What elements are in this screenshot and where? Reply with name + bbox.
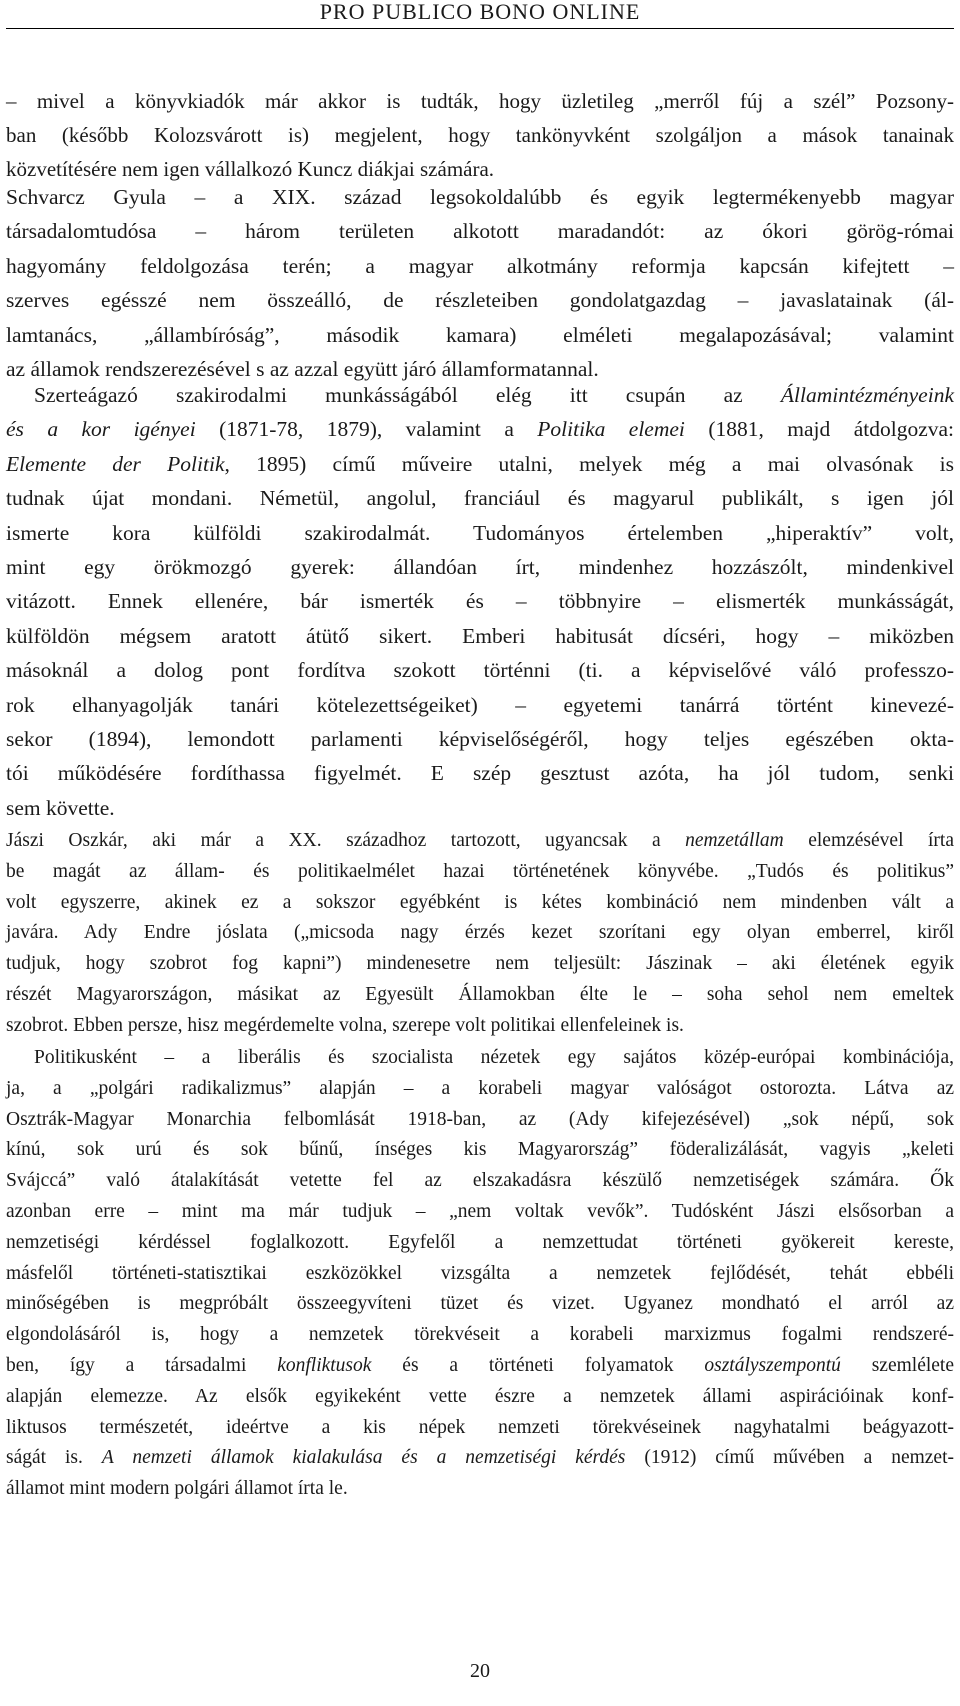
text-run: (1871-78, 1879), valamint a	[195, 417, 538, 442]
text-line: javára. Ady Endre jóslata („micsoda nagy érzés kezet szorítani egy olyan emberrel, kiről	[6, 922, 954, 944]
text-run: (1912) című művében a nemzet-	[625, 1447, 954, 1469]
text-line: részét Magyarországon, másikat az Egyesült Államokban élte le – soha sehol nem emeltek	[6, 983, 954, 1005]
text-line	[6, 1351, 954, 1382]
text-run: és a történeti folyamatok	[371, 1354, 705, 1376]
paragraph-3	[6, 378, 954, 825]
text-line: az államok rendszerezésével s az azzal együtt járó államformatannal.	[6, 357, 599, 382]
text-line	[6, 1443, 954, 1474]
text-line: hagyomány feldolgozása terén; a magyar alkotmány reformja kapcsán kifejtett –	[6, 253, 954, 278]
text-line: kínú, sok urú és sok bűnű, ínséges kis Magyarország” föderalizálását, vagyis „keleti	[6, 1139, 954, 1161]
italic-term: konfliktusok	[277, 1354, 372, 1376]
text-line	[6, 378, 954, 412]
text-line: tudjuk, hogy szobrot fog kapni”) mindenesetre nem teljesült: Jászinak – aki életének egyik	[6, 953, 954, 975]
italic-title: Politika elemei	[537, 417, 685, 442]
text-line: tudnak újat mondani. Németül, angolul, franciául és magyarul publikált, s igen jól	[6, 486, 954, 511]
text-run: ságát is.	[6, 1447, 102, 1469]
text-line: alapján elemezze. Az elsők egyikeként vette észre a nemzetek állami aspirációinak konf-	[6, 1385, 954, 1407]
text-line: be magát az állam- és politikaelmélet hazai történetének könyvébe. „Tudós és politikus”	[6, 860, 954, 882]
text-run: Jászi Oszkár, aki már a XX. századhoz tartozott, ugyancsak a	[6, 830, 686, 851]
text-line: mint egy örökmozgó gyerek: állandóan írt, mindenhez hozzászólt, mindenkivel	[6, 555, 954, 580]
text-line: volt egyszerre, akinek ez a sokszor egyébként is kétes kombináció nem mindenben vált a	[6, 891, 954, 913]
text-line: másfelől történeti-statisztikai eszközökkel vizsgálta a nemzetek fejlődését, tehát ebbéli	[6, 1262, 954, 1284]
text-line: ja, a „polgári radikalizmus” alapján – a korabeli magyar valóságot ostorozta. Látva az	[6, 1077, 954, 1099]
text-line: rok elhanyagolják tanári kötelezettségeiket) – egyetemi tanárrá történt kinevezé-	[6, 692, 954, 717]
paragraph-1	[6, 84, 954, 186]
page-number: 20	[470, 1660, 490, 1682]
text-line	[6, 447, 954, 481]
text-line: ban (később Kolozsvárott is) megjelent, hogy tankönyvként szolgáljon a mások tanainak	[6, 123, 954, 147]
text-line	[6, 412, 954, 446]
text-run: (1881, majd átdolgozva:	[684, 417, 954, 442]
text-line: minőségében is megpróbált összeegyvíteni tüzet és vizet. Ugyanez mondható el arról az	[6, 1293, 954, 1315]
italic-term: osztályszempontú	[704, 1354, 841, 1376]
page-header: PRO PUBLICO BONO ONLINE	[0, 0, 960, 29]
italic-title: és a kor igényei	[6, 417, 196, 442]
text-line: vitázott. Ennek ellenére, bár ismerték és – többnyire – elismerték munkásságát,	[6, 589, 954, 614]
text-line: Osztrák-Magyar Monarchia felbomlását 1918-ban, az (Ady kifejezésével) „sok népű, sok	[6, 1108, 954, 1130]
text-run: Szerteágazó szakirodalmi munkásságából elég itt csupán az	[34, 383, 781, 407]
text-line: sem követte.	[6, 795, 115, 820]
text-line: azonban erre – mint ma már tudjuk – „nem voltak vevők”. Tudósként Jászi elsősorban a	[6, 1200, 954, 1222]
text-line: szobrot. Ebben persze, hisz megérdemelte volna, szerepe volt politikai ellenfeleinek is.	[6, 1014, 684, 1036]
text-run: elemzésével írta	[783, 830, 954, 851]
text-line: szerves egésszé nem összeálló, de részleteiben gondolatgazdag – javaslatainak (ál-	[6, 288, 954, 313]
text-line: külföldön mégsem aratott átütő sikert. Emberi habitusát dícséri, hogy – miközben	[6, 623, 954, 648]
text-line: – mivel a könyvkiadók már akkor is tudták, hogy üzletileg „merről fúj a szél” Pozsony-	[6, 89, 954, 113]
italic-title: Elemente der Politik	[6, 451, 225, 476]
italic-title: Államintézményeink	[780, 383, 954, 407]
text-line: lamtanács, „állambíróság”, második kamara) elméleti megalapozásával; valamint	[6, 322, 954, 347]
text-line: Politikusként – a liberális és szocialista nézetek egy sajátos közép-európai kombinációja,	[34, 1047, 954, 1068]
text-line: államot mint modern polgári államot írta le.	[6, 1478, 348, 1500]
text-run: ben, így a társadalmi	[6, 1354, 278, 1376]
text-line: elgondolásáról is, hogy a nemzetek törekvéseit a korabeli marxizmus fogalmi rendszeré-	[6, 1324, 954, 1346]
text-line: társadalomtudósa – három területen alkotott maradandót: az ókori görög-római	[6, 219, 954, 244]
paragraph-2	[6, 180, 954, 386]
text-line: Schvarcz Gyula – a XIX. század legsokoldalúbb és egyik legtermékenyebb magyar	[6, 185, 954, 209]
paragraph-4	[6, 826, 954, 1042]
text-run: szemlélete	[840, 1354, 954, 1376]
text-line	[6, 826, 954, 857]
text-line: tói működésére fordíthassa figyelmét. E szép gesztust azóta, ha jól tudom, senki	[6, 761, 954, 786]
text-run: , 1895) című műveire utalni, melyek még a mai olvasónak is	[224, 451, 955, 476]
italic-term: nemzetállam	[685, 830, 784, 851]
paragraph-5	[6, 1043, 954, 1505]
italic-title: A nemzeti államok kialakulása és a nemzetiségi kérdés	[101, 1447, 626, 1469]
text-line: liktusos természetét, ideértve a kis népek nemzeti törekvéseinek nagyhatalmi beágyazott-	[6, 1416, 954, 1438]
text-line: Svájccá” való átalakítását vetette fel az elszakadásra készülő nemzetiségek számára. Ők	[6, 1170, 954, 1192]
text-line: ismerte kora külföldi szakirodalmát. Tudományos értelemben „hiperaktív” volt,	[6, 520, 954, 545]
text-line: nemzetiségi kérdéssel foglalkozott. Egyfelől a nemzettudat történeti gyökereit kereste,	[6, 1231, 954, 1253]
text-line: közvetítésére nem igen vállalkozó Kuncz diákjai számára.	[6, 157, 495, 181]
text-line: sekor (1894), lemondott parlamenti képviselőségéről, hogy teljes egészében okta-	[6, 727, 954, 752]
text-line: másoknál a dolog pont fordítva szokott történni (ti. a képviselővé váló professzo-	[6, 658, 954, 683]
